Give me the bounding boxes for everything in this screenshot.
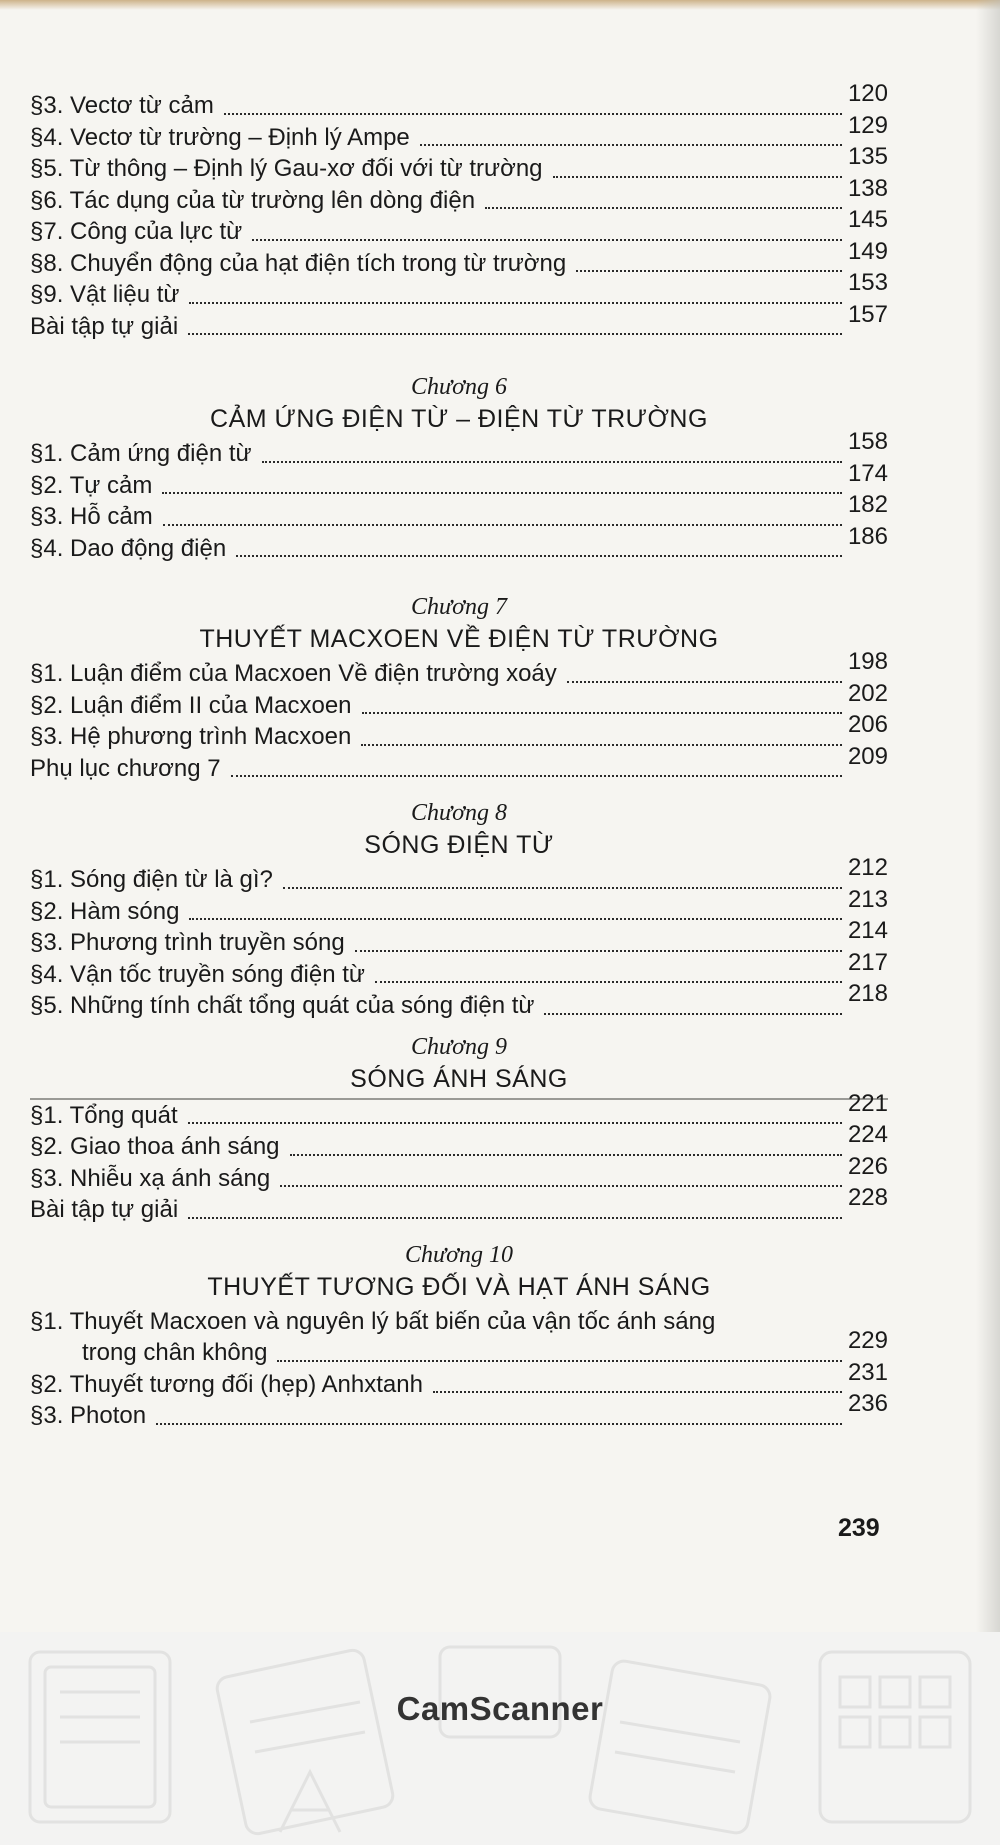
chapter-title: THUYẾT MACXOEN VỀ ĐIỆN TỪ TRƯỜNG [199,625,719,653]
toc-entry-page: 157 [847,300,888,328]
dot-leader [262,461,842,463]
chapter-label: Chương 9 [411,1033,507,1060]
toc-section [30,1032,888,1226]
dot-leader [189,302,841,304]
chapter-title: THUYẾT TƯƠNG ĐỐI VÀ HẠT ÁNH SÁNG [207,1272,711,1301]
toc-entry-page: 149 [847,237,888,265]
chapter-label: Chương 8 [411,800,507,826]
dot-leader [544,1013,841,1015]
toc-entry-title: Bài tập tự giải [30,1196,179,1223]
page-number: 239 [838,1514,880,1542]
toc-entry-title: §3. Hệ phương trình Macxoen [30,723,352,750]
toc-entry-page: 120 [847,80,888,107]
toc-entry-title: §1. Thuyết Macxoen và nguyên lý bất biến của vận tốc ánh sáng [30,1307,716,1335]
dot-leader [567,681,842,683]
dot-leader [576,270,842,272]
scanner-watermark-footer [0,1632,1000,1845]
toc-entry-page: 145 [847,206,888,233]
watermark-pattern-icon [0,1632,1000,1845]
toc-entry [30,1390,888,1432]
dot-leader [362,712,842,714]
chapter-label: Chương 6 [411,374,507,400]
toc-entry [30,1327,888,1369]
toc-entry-title: §3. Vectơ từ cảm [30,92,214,119]
toc-entry-page: 218 [847,980,888,1007]
dot-leader [283,887,842,889]
toc-entry-title: §3. Phương trình truyền sóng [30,929,345,956]
toc-entry [30,269,888,311]
toc-entry [30,111,888,154]
toc-entry-title: §1. Sóng điện từ là gì? [30,866,273,893]
toc-entry-page: 182 [847,491,888,518]
toc-entry-page: 229 [847,1327,888,1354]
dot-leader [277,1360,841,1362]
toc-entry [30,1358,888,1401]
dot-leader [290,1154,842,1156]
toc-entry [30,885,888,928]
toc-entry-page: 231 [847,1358,888,1386]
dot-leader [231,775,842,777]
toc-entry [30,491,888,533]
toc-entry [30,1184,888,1226]
toc-entry-title: §9. Vật liệu từ [30,281,180,308]
toc-entry-page: 206 [847,711,888,738]
toc-entry-title: §2. Hàm sóng [30,897,180,925]
toc-entry-title: §2. Giao thoa ánh sáng [30,1133,280,1160]
toc-entry-title: §2. Luận điểm II của Macxoen [30,691,352,719]
dot-leader [280,1185,842,1187]
toc-entry-page: 209 [847,742,888,770]
dot-leader [420,144,842,146]
dot-leader [163,524,842,526]
toc-entry-title: Phụ lục chương 7 [30,754,221,782]
dot-leader [188,1122,842,1124]
toc-entry [30,206,888,248]
toc-entry-title: §7. Công của lực từ [30,218,243,245]
toc-entry [30,917,888,959]
toc-entry [30,679,888,722]
toc-entry [30,742,888,785]
dot-leader [252,239,842,241]
toc-entry [30,1121,888,1163]
toc-entry-title: trong chân không [82,1339,268,1366]
toc-entry-title: §1. Tổng quát [30,1101,178,1129]
toc-entry [30,854,888,896]
dot-leader [236,555,842,557]
toc-entry [30,1089,888,1132]
toc-section [30,80,888,342]
toc-entry-title: §8. Chuyển động của hạt điện tích trong từ trường [30,249,567,277]
toc-entry [30,174,888,217]
toc-entry-page: 236 [847,1390,888,1417]
toc-entry [30,459,888,502]
toc-entry [30,522,888,565]
toc-entry [30,237,888,280]
toc-entry-page: 158 [847,428,888,455]
toc-entry-title: §1. Cảm ứng điện từ [30,440,252,467]
toc-entry-page: 226 [847,1152,888,1180]
toc-entry-page: 228 [847,1184,888,1211]
toc-entry-title: §2. Thuyết tương đối (hẹp) Anhxtanh [30,1370,423,1398]
toc-entry [30,711,888,753]
toc-entry-page: 224 [847,1121,888,1148]
toc-entry-page: 221 [847,1089,888,1117]
toc-entry-page: 198 [847,648,888,675]
dot-leader [188,333,842,335]
toc-entry [30,980,888,1022]
toc-entry-page: 186 [847,522,888,550]
toc-entry-title: §5. Những tính chất tổng quát của sóng điện từ [30,992,535,1019]
toc-section [30,372,888,564]
toc-entry-title: §4. Vectơ từ trường – Định lý Ampe [30,123,410,151]
page-top-edge [0,0,1000,10]
dot-leader [553,176,842,178]
toc-entry-title: §1. Luận điểm của Macxoen Về điện trường xoáy [30,660,557,687]
toc-entry [30,428,888,470]
dot-leader [189,918,842,920]
dot-leader [224,113,842,115]
dot-leader [361,744,842,746]
dot-leader [355,950,842,952]
toc-entry-page: 217 [847,948,888,976]
toc-entry-title: §4. Dao động điện [30,534,227,562]
toc-entry-lead-line [30,1306,888,1338]
toc-entry-title: §4. Vận tốc truyền sóng điện từ [30,960,365,988]
toc-entry-page: 153 [847,269,888,296]
toc-entry-page: 214 [847,917,888,944]
toc-entry-title: §3. Photon [30,1402,147,1429]
toc-entry-title: §3. Hỗ cảm [30,503,153,530]
toc-entry-title: §3. Nhiễu xạ ánh sáng [30,1164,271,1192]
toc-entry [30,948,888,991]
toc-entry-title: §5. Từ thông – Định lý Gau-xơ đối với từ trường [30,155,543,182]
chapter-label: Chương 7 [411,594,507,620]
toc-section [30,592,888,784]
chapter-title: CẢM ỨNG ĐIỆN TỪ – ĐIỆN TỪ TRƯỜNG [210,405,708,433]
toc-entry-title: Bài tập tự giải [30,312,179,340]
toc-entry [30,648,888,690]
camscanner-brand-label: CamScanner [396,1690,604,1727]
toc-entry [30,300,888,343]
toc-entry-page: 138 [847,174,888,202]
dot-leader [162,492,842,494]
toc-section [30,1240,888,1432]
toc-entry-page: 213 [847,885,888,913]
toc-entry-page: 202 [847,679,888,707]
toc-entry-page: 212 [847,854,888,881]
toc-entry-title: §2. Tự cảm [30,471,153,499]
toc-entry [30,1152,888,1195]
chapter-title: SÓNG ÁNH SÁNG [350,1064,568,1093]
page-edge-shadow [976,0,1000,1632]
chapter-title: SÓNG ĐIỆN TỪ [364,831,554,859]
table-of-contents [30,80,888,1432]
toc-entry-page: 174 [847,459,888,487]
toc-section [30,798,888,1022]
toc-entry-page: 135 [847,143,888,170]
toc-entry [30,80,888,122]
toc-entry-page: 129 [847,111,888,139]
dot-leader [433,1391,842,1393]
dot-leader [375,981,842,983]
chapter-label: Chương 10 [405,1241,513,1268]
dot-leader [188,1217,842,1219]
dot-leader [485,207,842,209]
toc-entry-title: §6. Tác dụng của từ trường lên dòng điện [30,186,476,214]
dot-leader [156,1423,842,1425]
toc-entry [30,143,888,185]
